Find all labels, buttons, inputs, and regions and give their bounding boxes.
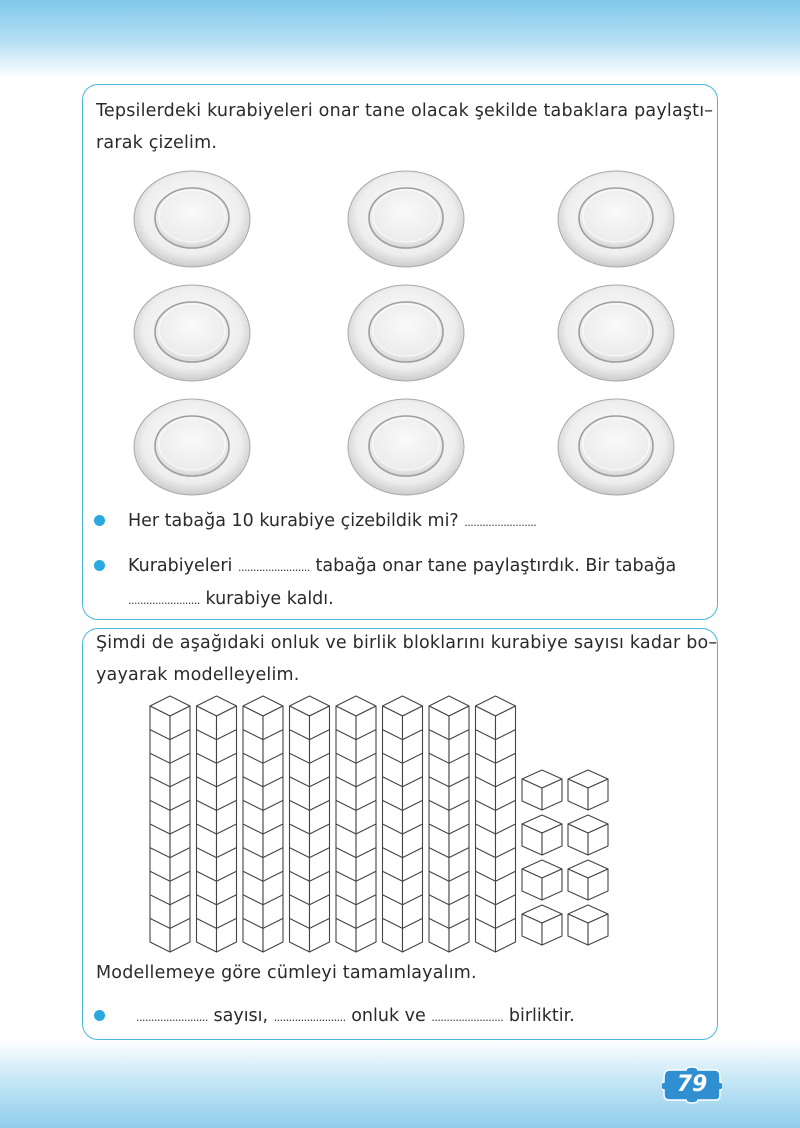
sentence-text-b: onluk ve <box>351 1006 426 1026</box>
tens-rod[interactable] <box>429 696 469 952</box>
bullet-dot <box>94 1010 105 1021</box>
task-1-instruction-line-1: Tepsilerdeki kurabiyeleri onar tane olacak şekilde tabaklara paylaştı– <box>96 101 714 121</box>
unit-cube[interactable] <box>568 905 608 945</box>
unit-cube[interactable] <box>522 905 562 945</box>
answer-blank[interactable]: ........................ <box>237 561 310 574</box>
unit-cube[interactable] <box>568 815 608 855</box>
tens-rod[interactable] <box>150 696 190 952</box>
tens-rod[interactable] <box>476 696 516 952</box>
tens-rod[interactable] <box>336 696 376 952</box>
unit-cube[interactable] <box>522 860 562 900</box>
modelling-prompt: Modellemeye göre cümleyi tamamlayalım. <box>96 963 477 983</box>
tens-blank[interactable]: ........................ <box>273 1011 346 1024</box>
answer-blank[interactable]: ........................ <box>464 516 537 529</box>
page-number-badge <box>662 1066 722 1104</box>
tens-rod[interactable] <box>197 696 237 952</box>
tens-rod[interactable] <box>383 696 423 952</box>
question-2-text-a: Kurabiyeleri <box>128 556 233 576</box>
task-2-instruction-line-2: yayarak modelleyelim. <box>96 665 300 685</box>
units-blank[interactable]: ........................ <box>431 1011 504 1024</box>
unit-cube[interactable] <box>522 815 562 855</box>
question-2-text-b: tabağa onar tane paylaştırdık. Bir tabağa <box>315 556 677 576</box>
unit-cube[interactable] <box>522 770 562 810</box>
sentence-completion <box>136 1001 575 1033</box>
question-1-text: Her tabağa 10 kurabiye çizebildik mi? <box>128 511 459 531</box>
question-2-text-c: kurabiye kaldı. <box>205 589 334 609</box>
sentence-text-c: birliktir. <box>508 1006 575 1026</box>
task-2-instruction-line-1: Şimdi de aşağıdaki onluk ve birlik bloklarını kurabiye sayısı kadar bo– <box>96 633 718 653</box>
task-1-instruction-line-2: rarak çizelim. <box>96 133 218 153</box>
tens-rod[interactable] <box>290 696 330 952</box>
answer-blank[interactable]: ........................ <box>128 594 200 607</box>
unit-cube[interactable] <box>568 860 608 900</box>
unit-cube[interactable] <box>568 770 608 810</box>
sentence-text-a: sayısı, <box>213 1006 269 1026</box>
number-blank[interactable]: ........................ <box>136 1011 208 1024</box>
tens-rod[interactable] <box>243 696 283 952</box>
page-number: 79 <box>676 1072 708 1097</box>
